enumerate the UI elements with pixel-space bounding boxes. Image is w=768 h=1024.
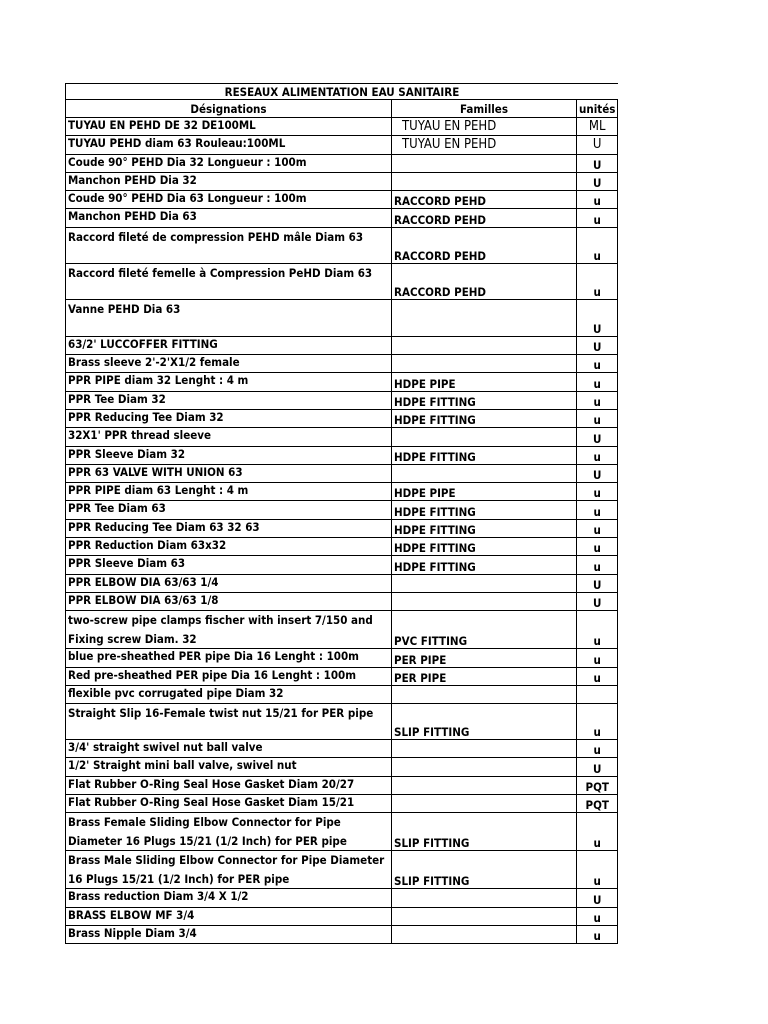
- unite-cell: u: [577, 409, 618, 427]
- famille-cell: [392, 428, 577, 446]
- spreadsheet-sheet: [65, 83, 618, 944]
- designation-cell: PPR Sleeve Diam 63: [66, 556, 392, 574]
- table-row: [66, 538, 618, 556]
- water-supply-table: [65, 83, 618, 944]
- designation-cell: blue pre-sheathed PER pipe Dia 16 Lenght : 100m: [66, 649, 392, 667]
- designation-cell: Flat Rubber O-Ring Seal Hose Gasket Diam 15/21: [66, 795, 392, 813]
- famille-cell: TUYAU EN PEHD: [392, 118, 577, 136]
- unite-cell: u: [577, 813, 618, 851]
- table-row: [66, 391, 618, 409]
- table-row: [66, 299, 618, 336]
- designation-cell: 1/2' Straight mini ball valve, swivel nut: [66, 758, 392, 776]
- famille-cell: HDPE FITTING: [392, 556, 577, 574]
- unite-cell: u: [577, 391, 618, 409]
- designation-cell: PPR Reducing Tee Diam 63 32 63: [66, 519, 392, 537]
- designation-cell: Manchon PEHD Dia 63: [66, 209, 392, 227]
- unite-cell: u: [577, 373, 618, 391]
- designation-cell: Brass Female Sliding Elbow Connector for Pipe Diameter 16 Plugs 15/21 (1/2 Inch) for PER pipe: [66, 813, 392, 851]
- designation-cell: Raccord fileté de compression PEHD mâle Diam 63: [66, 227, 392, 263]
- unite-cell: u: [577, 538, 618, 556]
- famille-cell: PER PIPE: [392, 667, 577, 685]
- designation-cell: Straight Slip 16-Female twist nut 15/21 for PER pipe: [66, 704, 392, 740]
- unite-cell: u: [577, 611, 618, 649]
- table-row: [66, 611, 618, 649]
- designation-cell: PPR Reduction Diam 63x32: [66, 538, 392, 556]
- designation-cell: Coude 90° PEHD Dia 63 Longueur : 100m: [66, 191, 392, 209]
- designation-cell: BRASS ELBOW MF 3/4: [66, 907, 392, 925]
- unite-cell: u: [577, 227, 618, 263]
- table-row: [66, 501, 618, 519]
- table-row: [66, 758, 618, 776]
- table-row: [66, 136, 618, 154]
- unite-cell: u: [577, 191, 618, 209]
- table-row: [66, 813, 618, 851]
- famille-cell: [392, 795, 577, 813]
- unite-cell: U: [577, 299, 618, 336]
- table-title: RESEAUX ALIMENTATION EAU SANITAIRE: [66, 84, 618, 100]
- unite-cell: u: [577, 446, 618, 464]
- famille-cell: [392, 685, 577, 703]
- unite-cell: u: [577, 740, 618, 758]
- unite-cell: U: [577, 464, 618, 482]
- designation-cell: Manchon PEHD Dia 32: [66, 172, 392, 190]
- designation-cell: Brass Male Sliding Elbow Connector for Pipe Diameter 16 Plugs 15/21 (1/2 Inch) for PER pipe: [66, 851, 392, 889]
- title-row: [66, 84, 618, 100]
- famille-cell: [392, 907, 577, 925]
- designation-cell: Vanne PEHD Dia 63: [66, 299, 392, 336]
- designation-cell: PPR ELBOW DIA 63/63 1/4: [66, 574, 392, 592]
- designation-cell: 32X1' PPR thread sleeve: [66, 428, 392, 446]
- table-row: [66, 685, 618, 703]
- designation-cell: PPR ELBOW DIA 63/63 1/8: [66, 592, 392, 610]
- table-row: [66, 209, 618, 227]
- designation-cell: PPR 63 VALVE WITH UNION 63: [66, 464, 392, 482]
- famille-cell: [392, 336, 577, 354]
- unite-cell: u: [577, 925, 618, 943]
- famille-cell: RACCORD PEHD: [392, 209, 577, 227]
- table-row: [66, 464, 618, 482]
- column-header-designations: Désignations: [66, 100, 392, 118]
- famille-cell: [392, 758, 577, 776]
- unite-cell: u: [577, 501, 618, 519]
- unite-cell: PQT: [577, 795, 618, 813]
- designation-cell: Red pre-sheathed PER pipe Dia 16 Lenght : 100m: [66, 667, 392, 685]
- famille-cell: HDPE FITTING: [392, 409, 577, 427]
- famille-cell: [392, 464, 577, 482]
- designation-cell: PPR PIPE diam 63 Lenght : 4 m: [66, 483, 392, 501]
- designation-cell: TUYAU EN PEHD DE 32 DE100ML: [66, 118, 392, 136]
- unite-cell: u: [577, 483, 618, 501]
- famille-cell: SLIP FITTING: [392, 813, 577, 851]
- famille-cell: [392, 172, 577, 190]
- table-row: [66, 191, 618, 209]
- unite-cell: u: [577, 355, 618, 373]
- table-row: [66, 649, 618, 667]
- famille-cell: PVC FITTING: [392, 611, 577, 649]
- famille-cell: SLIP FITTING: [392, 851, 577, 889]
- famille-cell: HDPE FITTING: [392, 446, 577, 464]
- table-row: [66, 851, 618, 889]
- unite-cell: [577, 685, 618, 703]
- famille-cell: SLIP FITTING: [392, 704, 577, 740]
- unite-cell: U: [577, 574, 618, 592]
- table-row: [66, 556, 618, 574]
- table-row: [66, 428, 618, 446]
- famille-cell: HDPE FITTING: [392, 519, 577, 537]
- famille-cell: [392, 299, 577, 336]
- table-row: [66, 483, 618, 501]
- table-row: [66, 667, 618, 685]
- famille-cell: [392, 574, 577, 592]
- designation-cell: Raccord fileté femelle à Compression PeHD Diam 63: [66, 263, 392, 299]
- famille-cell: HDPE PIPE: [392, 483, 577, 501]
- table-row: [66, 925, 618, 943]
- famille-cell: [392, 592, 577, 610]
- table-row: [66, 574, 618, 592]
- unite-cell: u: [577, 667, 618, 685]
- designation-cell: 63/2' LUCCOFFER FITTING: [66, 336, 392, 354]
- table-row: [66, 227, 618, 263]
- unite-cell: U: [577, 154, 618, 172]
- unite-cell: U: [577, 758, 618, 776]
- designation-cell: PPR Sleeve Diam 32: [66, 446, 392, 464]
- designation-cell: PPR Tee Diam 63: [66, 501, 392, 519]
- table-body: [66, 84, 618, 944]
- table-row: [66, 519, 618, 537]
- table-row: [66, 172, 618, 190]
- famille-cell: HDPE FITTING: [392, 501, 577, 519]
- table-row: [66, 263, 618, 299]
- famille-cell: [392, 776, 577, 794]
- unite-cell: ML: [577, 118, 618, 136]
- famille-cell: [392, 925, 577, 943]
- table-row: [66, 446, 618, 464]
- designation-cell: TUYAU PEHD diam 63 Rouleau:100ML: [66, 136, 392, 154]
- famille-cell: RACCORD PEHD: [392, 191, 577, 209]
- famille-cell: RACCORD PEHD: [392, 263, 577, 299]
- unite-cell: u: [577, 907, 618, 925]
- unite-cell: PQT: [577, 776, 618, 794]
- column-header-familles: Familles: [392, 100, 577, 118]
- table-row: [66, 907, 618, 925]
- famille-cell: PER PIPE: [392, 649, 577, 667]
- designation-cell: Flat Rubber O-Ring Seal Hose Gasket Diam 20/27: [66, 776, 392, 794]
- table-row: [66, 336, 618, 354]
- unite-cell: U: [577, 889, 618, 907]
- unite-cell: U: [577, 428, 618, 446]
- column-header-unites: unités: [577, 100, 618, 118]
- designation-cell: Coude 90° PEHD Dia 32 Longueur : 100m: [66, 154, 392, 172]
- designation-cell: 3/4' straight swivel nut ball valve: [66, 740, 392, 758]
- unite-cell: U: [577, 336, 618, 354]
- famille-cell: [392, 355, 577, 373]
- table-row: [66, 409, 618, 427]
- designation-cell: flexible pvc corrugated pipe Diam 32: [66, 685, 392, 703]
- famille-cell: HDPE PIPE: [392, 373, 577, 391]
- table-row: [66, 795, 618, 813]
- designation-cell: Brass sleeve 2'-2'X1/2 female: [66, 355, 392, 373]
- unite-cell: U: [577, 172, 618, 190]
- table-row: [66, 740, 618, 758]
- table-row: [66, 889, 618, 907]
- unite-cell: u: [577, 556, 618, 574]
- unite-cell: u: [577, 649, 618, 667]
- famille-cell: RACCORD PEHD: [392, 227, 577, 263]
- designation-cell: PPR PIPE diam 32 Lenght : 4 m: [66, 373, 392, 391]
- unite-cell: U: [577, 592, 618, 610]
- famille-cell: [392, 889, 577, 907]
- unite-cell: u: [577, 851, 618, 889]
- table-row: [66, 154, 618, 172]
- designation-cell: two-screw pipe clamps fischer with insert 7/150 and Fixing screw Diam. 32: [66, 611, 392, 649]
- famille-cell: [392, 740, 577, 758]
- unite-cell: u: [577, 263, 618, 299]
- table-row: [66, 592, 618, 610]
- unite-cell: U: [577, 136, 618, 154]
- table-row: [66, 118, 618, 136]
- table-row: [66, 355, 618, 373]
- header-row: [66, 100, 618, 118]
- famille-cell: HDPE FITTING: [392, 538, 577, 556]
- unite-cell: u: [577, 209, 618, 227]
- designation-cell: PPR Reducing Tee Diam 32: [66, 409, 392, 427]
- designation-cell: PPR Tee Diam 32: [66, 391, 392, 409]
- famille-cell: TUYAU EN PEHD: [392, 136, 577, 154]
- famille-cell: [392, 154, 577, 172]
- table-row: [66, 704, 618, 740]
- table-row: [66, 373, 618, 391]
- unite-cell: u: [577, 519, 618, 537]
- designation-cell: Brass Nipple Diam 3/4: [66, 925, 392, 943]
- famille-cell: HDPE FITTING: [392, 391, 577, 409]
- designation-cell: Brass reduction Diam 3/4 X 1/2: [66, 889, 392, 907]
- table-row: [66, 776, 618, 794]
- unite-cell: u: [577, 704, 618, 740]
